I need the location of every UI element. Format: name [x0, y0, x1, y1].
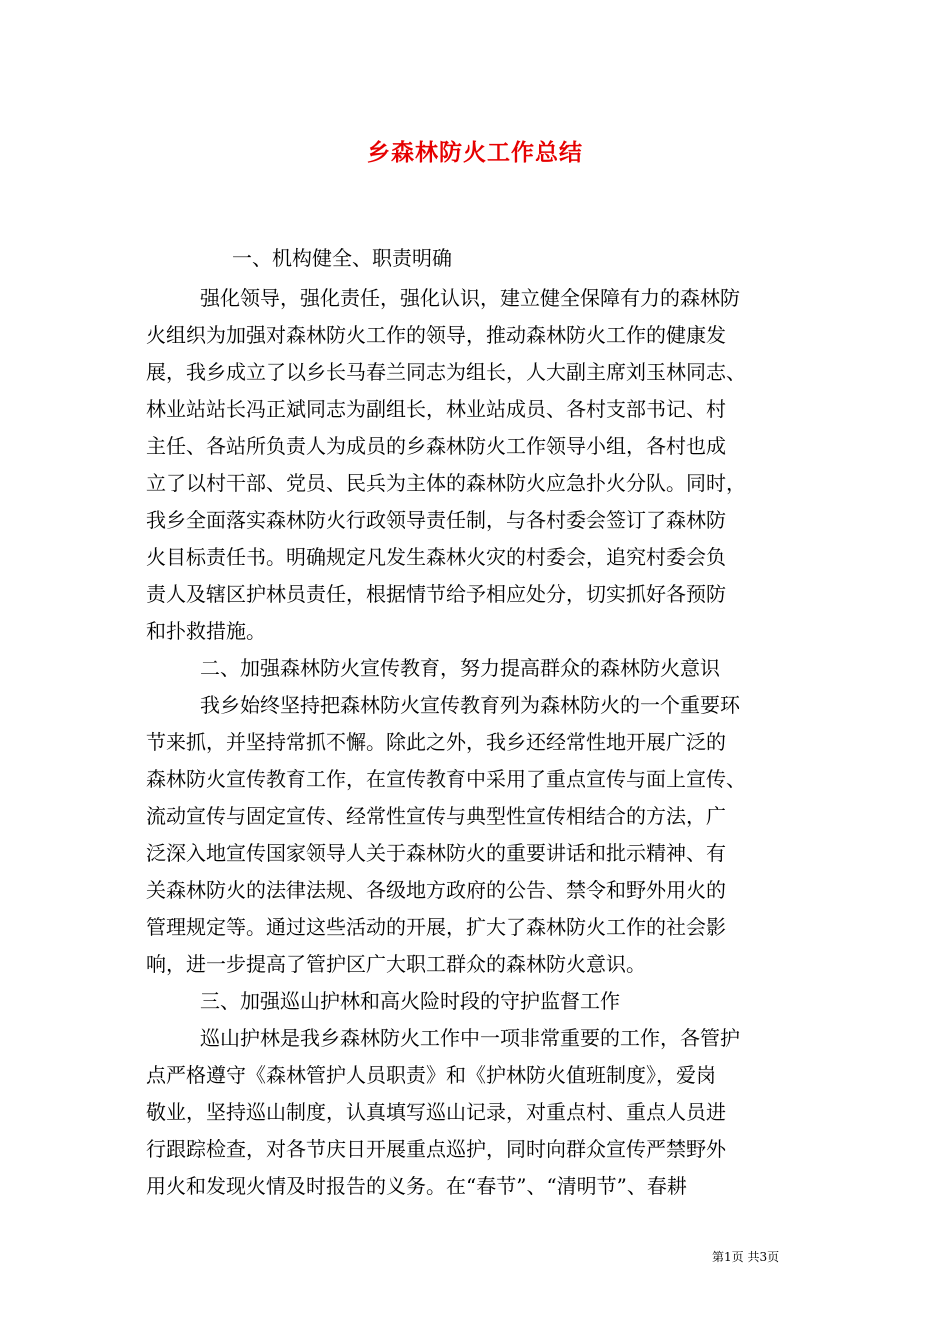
section-heading-3: 三、加强巡山护林和高火险时段的守护监督工作 — [200, 989, 620, 1013]
paragraph-line: 森林防火宣传教育工作，在宣传教育中采用了重点宣传与面上宣传、 — [146, 767, 746, 791]
paragraph-line: 管理规定等。通过这些活动的开展，扩大了森林防火工作的社会影 — [146, 915, 726, 939]
paragraph-line: 关森林防火的法律法规、各级地方政府的公告、禁令和野外用火的 — [146, 878, 726, 902]
paragraph-line: 火组织为加强对森林防火工作的领导，推动森林防火工作的健康发 — [146, 323, 726, 347]
paragraph-line: 展，我乡成立了以乡长马春兰同志为组长，人大副主席刘玉林同志、 — [146, 360, 746, 384]
section-heading-2: 二、加强森林防火宣传教育，努力提高群众的森林防火意识 — [200, 656, 720, 680]
paragraph-line: 我乡始终坚持把森林防火宣传教育列为森林防火的一个重要环 — [200, 693, 740, 717]
paragraph-line: 响，进一步提高了管护区广大职工群众的森林防火意识。 — [146, 952, 646, 976]
paragraph-line: 火目标责任书。明确规定凡发生森林火灾的村委会，追究村委会负 — [146, 545, 726, 569]
paragraph-line: 流动宣传与固定宣传、经常性宣传与典型性宣传相结合的方法，广 — [146, 804, 726, 828]
paragraph-line: 行跟踪检查，对各节庆日开展重点巡护，同时向群众宣传严禁野外 — [146, 1137, 726, 1161]
paragraph-line: 强化领导，强化责任，强化认识，建立健全保障有力的森林防 — [200, 286, 740, 310]
paragraph-line: 泛深入地宣传国家领导人关于森林防火的重要讲话和批示精神、有 — [146, 841, 726, 865]
paragraph-line: 点严格遵守《森林管护人员职责》和《护林防火值班制度》，爱岗 — [146, 1063, 716, 1087]
paragraph-line: 和扑救措施。 — [146, 619, 266, 643]
paragraph-line: 我乡全面落实森林防火行政领导责任制，与各村委会签订了森林防 — [146, 508, 726, 532]
paragraph-line: 节来抓，并坚持常抓不懈。除此之外，我乡还经常性地开展广泛的 — [146, 730, 726, 754]
paragraph-line: 用火和发现火情及时报告的义务。在“春节”、“清明节”、春耕 — [146, 1174, 687, 1198]
paragraph-line: 责人及辖区护林员责任，根据情节给予相应处分，切实抓好各预防 — [146, 582, 726, 606]
document-title: 乡森林防火工作总结 — [367, 139, 583, 166]
paragraph-line: 巡山护林是我乡森林防火工作中一项非常重要的工作，各管护 — [200, 1026, 740, 1050]
page-number-footer: 第1页 共3页 — [712, 1250, 780, 1264]
section-heading-1: 一、机构健全、职责明确 — [232, 246, 452, 270]
paragraph-line: 立了以村干部、党员、民兵为主体的森林防火应急扑火分队。同时， — [146, 471, 746, 495]
paragraph-line: 林业站站长冯正斌同志为副组长，林业站成员、各村支部书记、村 — [146, 397, 726, 421]
paragraph-line: 主任、各站所负责人为成员的乡森林防火工作领导小组，各村也成 — [146, 434, 726, 458]
paragraph-line: 敬业，坚持巡山制度，认真填写巡山记录，对重点村、重点人员进 — [146, 1100, 726, 1124]
